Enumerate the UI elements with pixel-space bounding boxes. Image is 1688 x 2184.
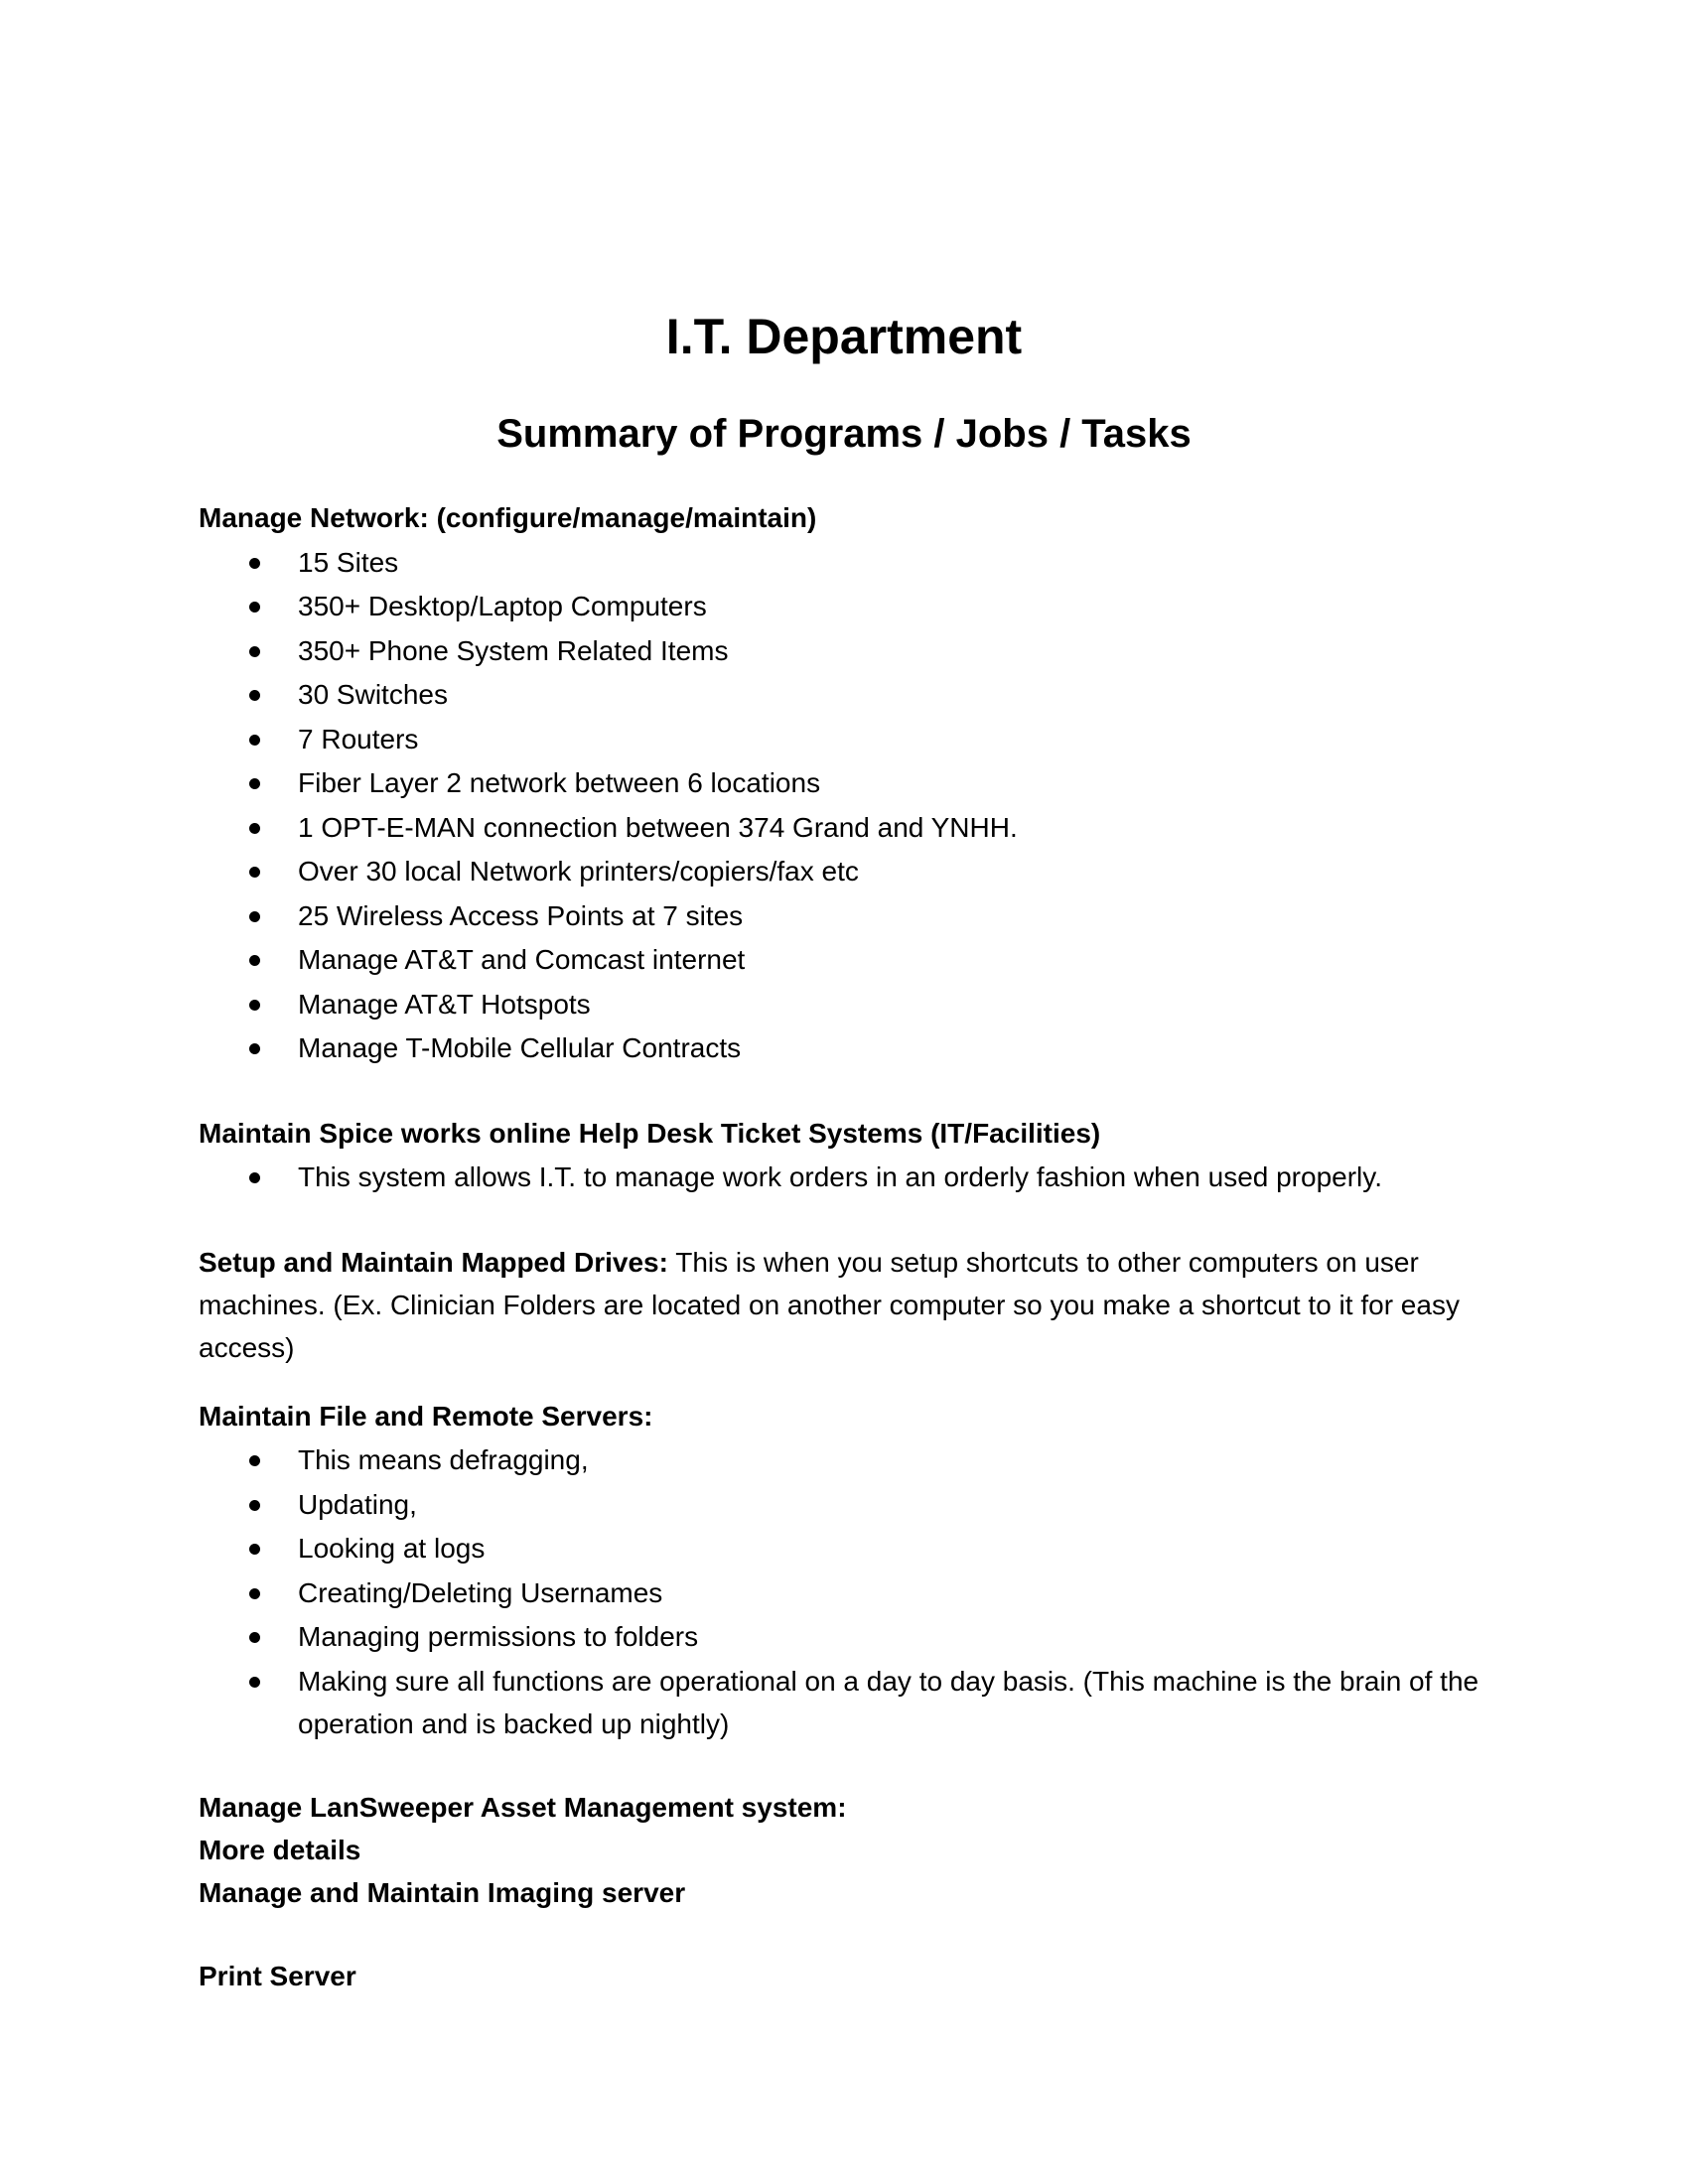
spacer [199, 1745, 1489, 1786]
list-item: 15 Sites [298, 546, 399, 578]
network-list [199, 541, 1489, 1071]
helpdesk-list [199, 1156, 1489, 1200]
section-heading-network: Manage Network: (configure/manage/maintain) [199, 502, 817, 533]
section-heading-mapped-drives: Setup and Maintain Mapped Drives: [199, 1246, 668, 1278]
list-item: Making sure all functions are operational on a day to day basis. (This machine is the brain of the operation and is backed up nightly) [298, 1665, 1479, 1739]
section-heading-helpdesk: Maintain Spice works online Help Desk Ticket Systems (IT/Facilities) [199, 1117, 1101, 1149]
mapped-drives-text: This is when you setup shortcuts to other computers on user machines. (Ex. Clinician Folders are located on another computer so you make a shortcut to it for easy access) [199, 1246, 1460, 1363]
section-mapped-drives [199, 1241, 1489, 1369]
imaging-server-heading: Manage and Maintain Imaging server [199, 1876, 686, 1908]
spacer [199, 1914, 1489, 1955]
section-heading-lansweeper: Manage LanSweeper Asset Management system: [199, 1791, 847, 1823]
spacer [199, 1369, 1489, 1395]
page-subtitle: Summary of Programs / Jobs / Tasks [496, 412, 1192, 456]
list-item: Managing permissions to folders [298, 1621, 699, 1652]
list-item: Fiber Layer 2 network between 6 locations [298, 767, 821, 798]
list-item: Manage T-Mobile Cellular Contracts [298, 1032, 742, 1063]
list-item: Manage AT&T and Comcast internet [298, 944, 746, 975]
section-heading-servers: Maintain File and Remote Servers: [199, 1400, 653, 1432]
list-item: This means defragging, [298, 1444, 589, 1475]
list-item: 350+ Phone System Related Items [298, 634, 729, 666]
spacer [199, 1200, 1489, 1241]
page-title: I.T. Department [665, 309, 1023, 364]
document-body [199, 496, 1489, 1998]
list-item: 7 Routers [298, 723, 419, 754]
list-item: 25 Wireless Access Points at 7 sites [298, 899, 744, 931]
list-item: 350+ Desktop/Laptop Computers [298, 591, 707, 621]
list-item: 1 OPT-E-MAN connection between 374 Grand and YNHH. [298, 811, 1018, 843]
spacer [199, 1071, 1489, 1112]
list-item: Manage AT&T Hotspots [298, 988, 591, 1020]
list-item: Creating/Deleting Usernames [298, 1576, 663, 1608]
list-item: This system allows I.T. to manage work orders in an orderly fashion when used properly. [298, 1161, 1382, 1192]
list-item: Over 30 local Network printers/copiers/fax etc [298, 856, 859, 887]
list-item: Updating, [298, 1488, 417, 1520]
list-item: 30 Switches [298, 679, 448, 710]
section-heading-print-server: Print Server [199, 1960, 356, 1991]
servers-list [199, 1438, 1489, 1745]
list-item: Looking at logs [298, 1533, 486, 1564]
more-details-heading: More details [199, 1834, 361, 1865]
